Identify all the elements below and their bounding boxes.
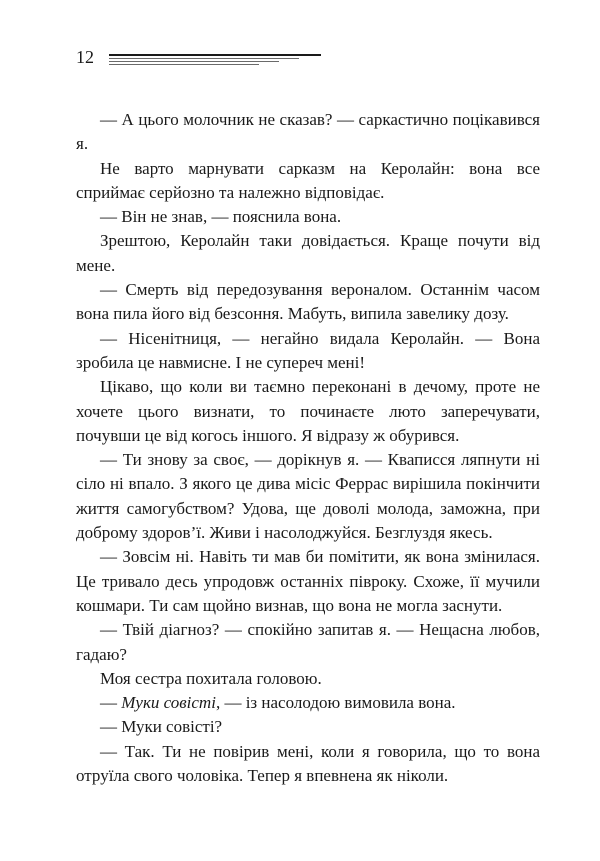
paragraph: — Муки совісті? [100,717,223,737]
header-rule-thin [109,61,279,62]
paragraph-with-italic [76,691,540,715]
header-rule-thin [109,64,259,65]
paragraph: — Смерть від передозування вероналом. Останнім часом вона пила його від безсоння. Мабуть, випила завелику дозу. [76,280,540,324]
page-header [76,46,326,70]
paragraph: Не варто марнувати сарказм на Керолайн: вона все сприймає серйозно та належно відповідає. [76,158,540,202]
header-rule-thin [109,58,299,59]
paragraph: — Зовсім ні. Навіть ти мав би помітити, як вона змінилася. Це тривало десь упродовж останніх півроку. Схоже, її мучили кошмари. Ти сам щойно визнав, що вона не могла заснути. [76,547,540,615]
paragraph: Моя сестра похитала головою. [100,668,322,688]
header-rule-thick [109,54,321,56]
paragraph: — Ти знову за своє, — дорікнув я. — Кваписся ляпнути ні сіло ні впало. З якого це дива місіс Феррас вирішила покінчити життя самогубством? Удова, ще доволі молода, заможна, при доброму здоров’ї. Живи і насолоджуйся. Безглуздя якесь. [76,450,540,543]
body-text [76,108,540,788]
italic-phrase: Муки совісті [121,693,216,713]
dash-prefix: — [100,693,122,713]
page-number: 12 [76,47,94,67]
paragraph-suffix: , — із насолодою вимовила вона. [215,693,456,713]
paragraph: Зрештою, Керолайн таки довідається. Краще почути від мене. [76,231,540,275]
paragraph: — Твій діагноз? — спокійно запитав я. — Нещасна любов, гадаю? [76,620,540,664]
paragraph: Цікаво, що коли ви таємно переконані в дечому, проте не хочете цього визнати, то починаєте люто заперечувати, почувши це від когось іншого. Я відразу ж обурився. [76,377,540,445]
paragraph: — А цього молочник не сказав? — саркастично поцікавився я. [76,110,540,154]
paragraph: — Він не знав, — пояснила вона. [100,207,342,227]
paragraph: — Нісенітниця, — негайно видала Керолайн. — Вона зробила це навмисне. І не супереч мені! [76,328,540,372]
paragraph: — Так. Ти не повірив мені, коли я говорила, що то вона отруїла свого чоловіка. Тепер я впевнена як ніколи. [76,741,540,786]
